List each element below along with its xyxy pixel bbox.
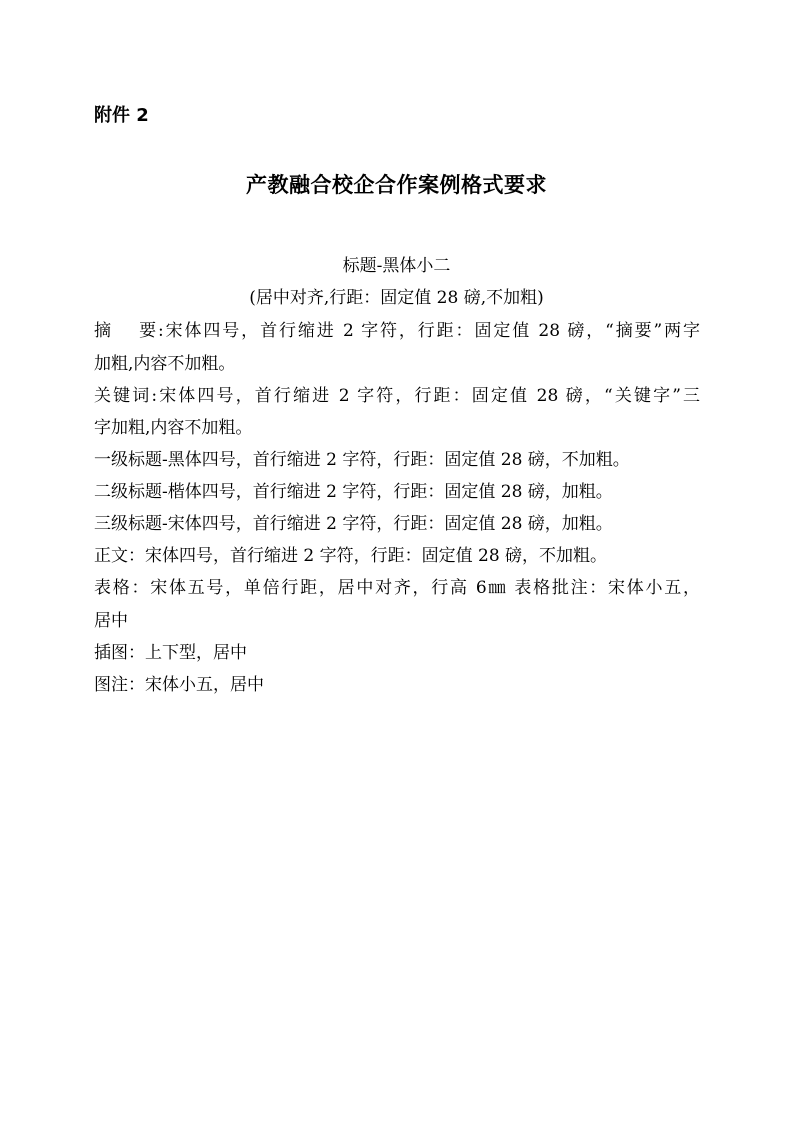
level3-heading-spec: 三级标题-宋体四号，首行缩进 2 字符，行距：固定值 28 磅，加粗。 [94, 514, 613, 534]
level2-heading-spec: 二级标题-楷体四号，首行缩进 2 字符，行距：固定值 28 磅，加粗。 [94, 482, 613, 502]
heading-spec-line-1: 标题-黑体小二 [342, 256, 451, 276]
keywords-spec-line-1: 关键词:宋体四号，首行缩进 2 字符，行距：固定值 28 磅，“关键字”三 [94, 386, 700, 406]
figure-caption-spec: 图注：宋体小五，居中 [94, 675, 264, 695]
body-text-spec: 正文：宋体四号，首行缩进 2 字符，行距：固定值 28 磅，不加粗。 [94, 546, 608, 566]
keywords-spec-line-2: 字加粗,内容不加粗。 [94, 418, 253, 438]
abstract-spec-line-1: 摘 要:宋体四号，首行缩进 2 字符，行距：固定值 28 磅，“摘要”两字 [94, 321, 700, 341]
table-spec-line-2: 居中 [94, 611, 128, 631]
document-title: 产教融合校企合作案例格式要求 [246, 173, 547, 197]
figure-spec: 插图：上下型，居中 [94, 643, 247, 663]
table-spec-line-1: 表格：宋体五号，单倍行距，居中对齐，行高 6㎜ 表格批注：宋体小五， [94, 578, 700, 598]
abstract-spec-line-2: 加粗,内容不加粗。 [94, 354, 236, 374]
attachment-label: 附件 2 [94, 105, 149, 126]
level1-heading-spec: 一级标题-黑体四号，首行缩进 2 字符，行距：固定值 28 磅，不加粗。 [94, 450, 630, 470]
heading-spec-line-2: (居中对齐,行距：固定值 28 磅,不加粗) [249, 288, 544, 308]
